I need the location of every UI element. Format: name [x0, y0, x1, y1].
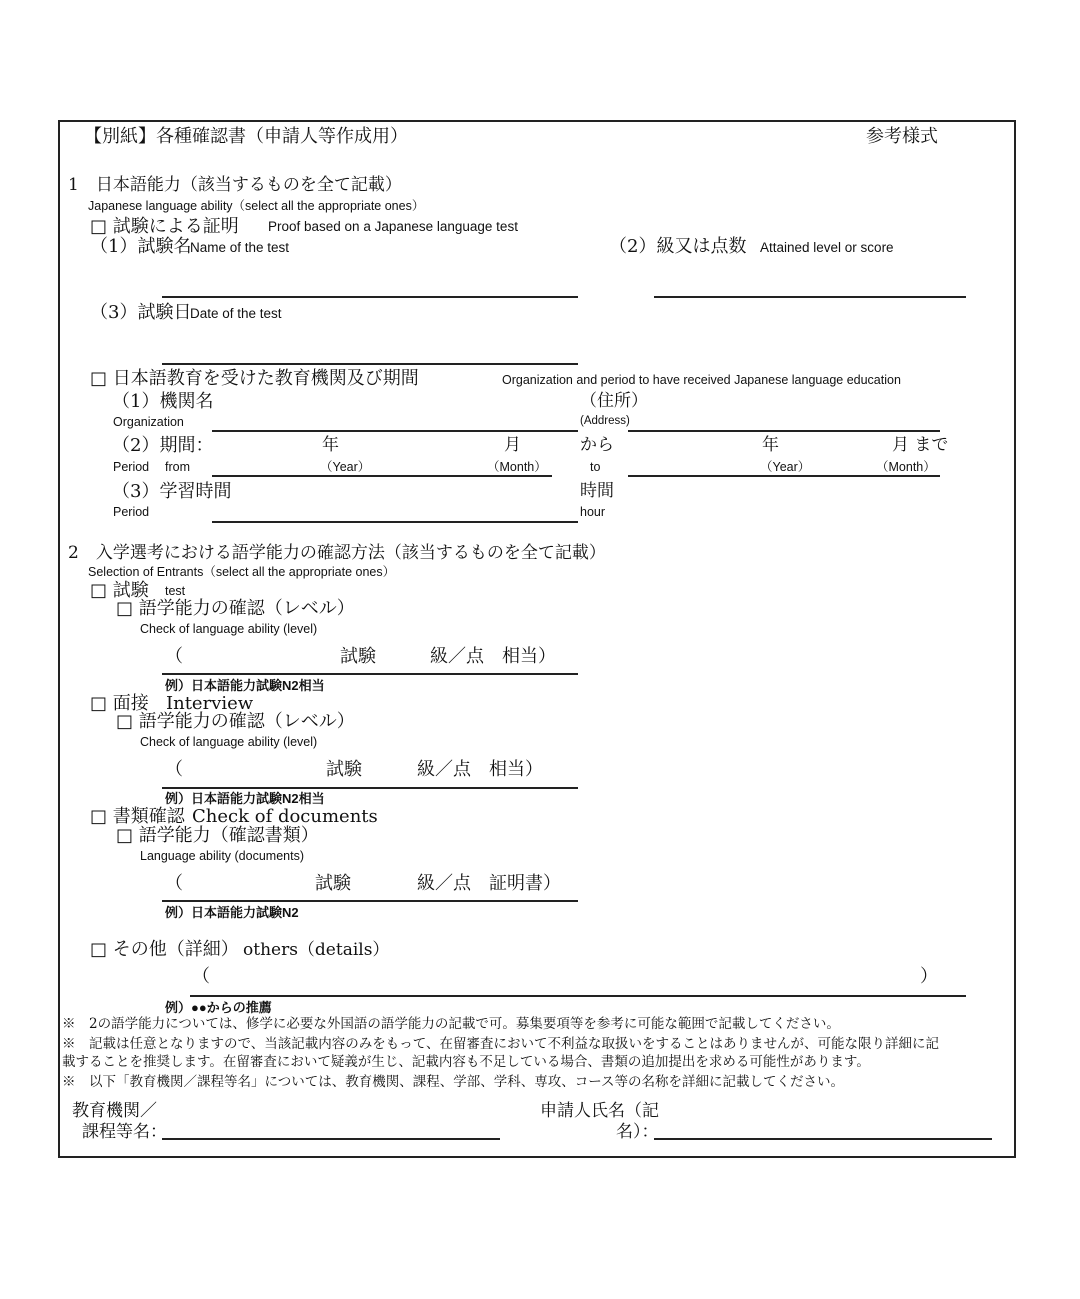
- section1-subheading: Japanese language ability（select all the appropriate ones）: [88, 199, 425, 213]
- section2-subheading: Selection of Entrants（select all the appropriate ones）: [88, 565, 396, 579]
- checkbox-documents-ability[interactable]: □ 語学能力（確認書類）: [116, 825, 319, 846]
- institution-label-line-1: 教育機関／: [72, 1101, 157, 1121]
- address-label: （住所）: [580, 391, 648, 411]
- test-level-field[interactable]: [162, 673, 578, 675]
- interview-open-paren: （: [165, 759, 183, 780]
- hours-unit-label: 時間: [580, 481, 614, 501]
- note-3: ※ 以下「教育機関／課程等名」については、教育機関、課程、学部、学科、専攻、コース等の名称を詳細に記載してください。: [62, 1074, 845, 1090]
- period-start-field[interactable]: [212, 475, 552, 477]
- period-start-year-en: （Year）: [320, 460, 371, 474]
- test-proof-label-en: Proof based on a Japanese language test: [268, 219, 518, 234]
- test-ability-level-label-en: Check of language ability (level): [140, 622, 318, 636]
- test-shiken-label: 試験: [340, 646, 376, 667]
- test-open-paren: （: [165, 646, 183, 667]
- form-type-label: 参考様式: [866, 126, 938, 147]
- organization-label-en: Organization: [113, 415, 184, 429]
- checkbox-education[interactable]: □ 日本語教育を受けた教育機関及び期間: [90, 368, 419, 389]
- period-start-year-label: 年: [322, 435, 339, 455]
- interview-shiken-label: 試験: [326, 759, 362, 780]
- others-label-en: others（details）: [243, 940, 390, 960]
- organization-field[interactable]: [212, 430, 578, 432]
- study-hours-label-en: Period: [113, 505, 150, 519]
- others-example: 例）●●からの推薦: [165, 1000, 272, 1015]
- test-date-label: （3）試験日: [90, 302, 192, 323]
- checkbox-interview[interactable]: □ 面接: [90, 693, 149, 714]
- checkbox-others[interactable]: □ その他（詳細）: [90, 939, 239, 960]
- checkbox-selection-test[interactable]: □ 試験: [90, 580, 149, 601]
- selection-test-label-en: test: [165, 584, 186, 598]
- period-start-month-en: （Month）: [487, 460, 547, 474]
- section2-heading: 2 入学選考における語学能力の確認方法（該当するものを全て記載）: [68, 543, 606, 563]
- others-open-paren: （: [192, 966, 210, 987]
- period-from-label: from: [165, 460, 190, 474]
- documents-ability-label-en: Language ability (documents): [140, 849, 304, 863]
- documents-label-en: Check of documents: [192, 806, 378, 827]
- documents-example: 例）日本語能力試験N2: [165, 905, 299, 920]
- note-2-line-1: ※ 記載は任意となりますので、当該記載内容のみをもって、在留審査において不利益な取扱いをすることはありませんが、可能な限り詳細に記: [62, 1036, 939, 1052]
- organization-label: （1）機関名: [112, 391, 214, 412]
- test-name-field[interactable]: [162, 296, 578, 298]
- period-end-month-en: （Month）: [876, 460, 936, 474]
- interview-label-en: Interview: [166, 693, 254, 714]
- study-hours-field[interactable]: [212, 521, 578, 523]
- period-made-label: 月 まで: [892, 435, 949, 455]
- section1-heading: 1 日本語能力（該当するものを全て記載）: [68, 175, 402, 195]
- documents-shiken-label: 試験: [315, 873, 351, 894]
- checkbox-test-ability-level[interactable]: □ 語学能力の確認（レベル）: [116, 598, 355, 619]
- interview-level-field[interactable]: [162, 787, 578, 789]
- level-label: （2）級又は点数: [609, 236, 747, 257]
- institution-field[interactable]: [162, 1138, 500, 1140]
- test-date-field[interactable]: [162, 363, 578, 365]
- period-to-label: to: [590, 460, 601, 474]
- period-end-year-label: 年: [762, 435, 779, 455]
- period-end-field[interactable]: [628, 475, 940, 477]
- note-1: ※ 2の語学能力については、修学に必要な外国語の語学能力の記載で可。募集要項等を参考に可能な範囲で記載してください。: [62, 1016, 840, 1032]
- applicant-name-field[interactable]: [654, 1138, 992, 1140]
- interview-level-text: 級／点 相当）: [417, 759, 543, 780]
- level-field[interactable]: [654, 296, 966, 298]
- checkbox-test-proof[interactable]: □ 試験による証明: [90, 216, 239, 237]
- interview-example: 例）日本語能力試験N2相当: [165, 791, 325, 806]
- documents-open-paren: （: [165, 873, 183, 894]
- level-label-en: Attained level or score: [760, 240, 894, 255]
- test-example: 例）日本語能力試験N2相当: [165, 678, 325, 693]
- form-title: 【別紙】各種確認書（申請人等作成用）: [84, 126, 408, 147]
- applicant-label-line-1: 申請人氏名（記: [540, 1101, 659, 1121]
- period-start-month-label: 月: [504, 435, 521, 455]
- address-field[interactable]: [628, 430, 940, 432]
- documents-level-field[interactable]: [162, 900, 578, 902]
- study-hours-label: （3）学習時間: [112, 481, 232, 502]
- address-label-en: (Address): [580, 415, 630, 427]
- test-level-text: 級／点 相当）: [430, 646, 556, 667]
- education-label-en: Organization and period to have received Japanese language education: [502, 373, 901, 387]
- others-close-paren: ）: [920, 966, 938, 987]
- test-date-label-en: Date of the test: [190, 306, 282, 321]
- period-label-en: Period: [113, 460, 150, 474]
- period-label: （2）期間：: [112, 435, 214, 456]
- period-kara-label: から: [580, 435, 614, 455]
- others-details-field[interactable]: [190, 995, 966, 997]
- documents-level-text: 級／点 証明書）: [417, 873, 561, 894]
- checkbox-documents[interactable]: □ 書類確認: [90, 806, 185, 827]
- interview-ability-level-label-en: Check of language ability (level): [140, 735, 318, 749]
- note-2-line-2: 載することを推奨します。在留審査において疑義が生じ、記載内容も不足している場合、書類の追加提出を求める可能性があります。: [62, 1054, 870, 1070]
- applicant-label-line-2: 名）：: [616, 1122, 659, 1142]
- checkbox-interview-ability-level[interactable]: □ 語学能力の確認（レベル）: [116, 711, 355, 732]
- period-end-year-en: （Year）: [760, 460, 811, 474]
- test-name-label-en: Name of the test: [190, 240, 290, 255]
- hours-unit-en: hour: [580, 505, 606, 519]
- institution-label-line-2: 課程等名：: [82, 1122, 167, 1142]
- test-name-label: （1）試験名: [90, 236, 192, 257]
